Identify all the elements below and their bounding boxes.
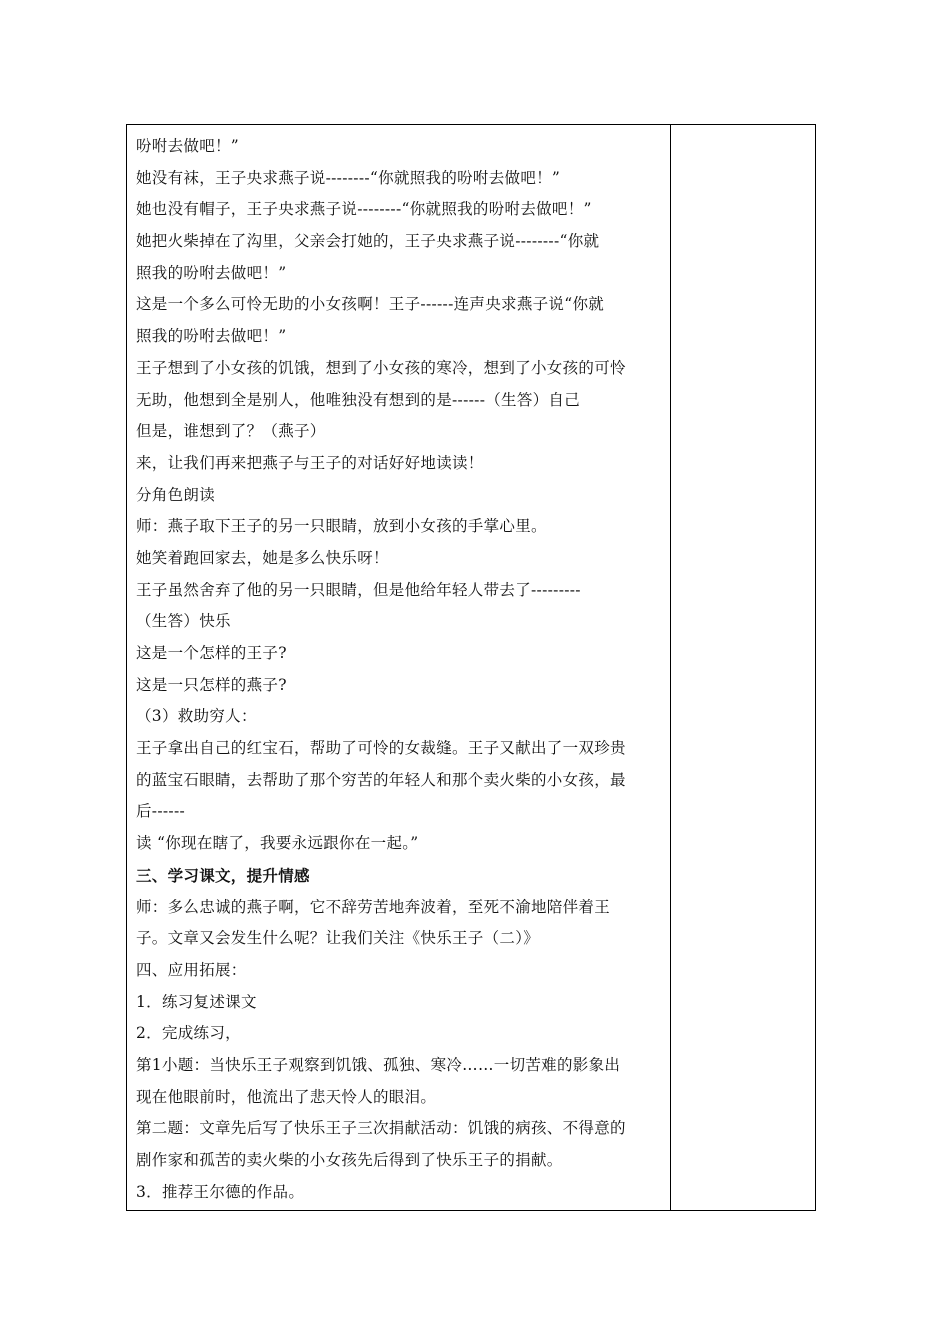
- text-line: 2．完成练习，: [136, 1024, 241, 1043]
- text-line: 但是，谁想到了？（燕子）: [136, 422, 326, 441]
- text-line: 这是一个多么可怜无助的小女孩啊！王子------连声央求燕子说“你就: [136, 295, 605, 314]
- lesson-table: [126, 124, 816, 1211]
- text-line: 1．练习复述课文: [136, 992, 257, 1011]
- lesson-content-cell: [136, 131, 661, 1208]
- text-line: 剧作家和孤苦的卖火柴的小女孩先后得到了快乐王子的捐献。: [136, 1151, 563, 1169]
- text-line: 照我的吩咐去做吧！”: [136, 263, 287, 282]
- text-line: 来，让我们再来把燕子与王子的对话好好地读读！: [136, 453, 484, 472]
- text-line: 现在他眼前时，他流出了悲天怜人的眼泪。: [136, 1087, 437, 1106]
- text-line: 第二题：文章先后写了快乐王子三次捐献活动：饥饿的病孩、不得意的: [136, 1119, 626, 1138]
- text-line: 师：燕子取下王子的另一只眼睛，放到小女孩的手掌心里。: [136, 517, 547, 536]
- text-line: 3．推荐王尔德的作品。: [136, 1182, 305, 1201]
- text-line: 师：多么忠诚的燕子啊，它不辞劳苦地奔波着，至死不渝地陪伴着王: [136, 897, 611, 916]
- text-line: 吩咐去做吧！”: [136, 137, 240, 155]
- text-line: 她笑着跑回家去，她是多么快乐呀！: [136, 548, 389, 567]
- text-line: 她也没有帽子，王子央求燕子说--------“你就照我的吩咐去做吧！”: [136, 200, 592, 219]
- notes-cell: [671, 125, 815, 1210]
- text-line: 的蓝宝石眼睛，去帮助了那个穷苦的年轻人和那个卖火柴的小女孩，最: [136, 770, 626, 789]
- text-line: 这是一个怎样的王子?: [136, 644, 287, 662]
- text-line: 子。文章又会发生什么呢？让我们关注《快乐王子（二）》: [136, 929, 540, 948]
- text-line: 她把火柴掉在了沟里，父亲会打她的，王子央求燕子说--------“你就: [136, 232, 600, 251]
- text-line: 她没有袜，王子央求燕子说--------“你就照我的吩咐去做吧！”: [136, 168, 561, 187]
- text-line: 王子想到了小女孩的饥饿，想到了小女孩的寒冷，想到了小女孩的可怜: [136, 358, 626, 377]
- text-line: 四、应用拓展：: [136, 960, 247, 979]
- section-heading: 三、学习课文，提升情感: [136, 865, 310, 885]
- text-line: 后------: [136, 802, 186, 821]
- text-line: 无助，他想到全是别人，他唯独没有想到的是------（生答）自己: [136, 390, 581, 409]
- text-line: （3）救助穷人：: [136, 707, 257, 726]
- text-line: 王子拿出自己的红宝石，帮助了可怜的女裁缝。王子又献出了一双珍贵: [136, 739, 626, 758]
- text-line: 分角色朗读: [136, 485, 216, 504]
- text-line: 王子虽然舍弃了他的另一只眼睛，但是他给年轻人带去了---------: [136, 580, 581, 599]
- text-line: 读 “你现在瞎了，我要永远跟你在一起。”: [136, 834, 419, 853]
- text-line: 这是一只怎样的燕子?: [136, 675, 287, 694]
- text-line: 第1小题：当快乐王子观察到饥饿、孤独、寒冷……一切苦难的影象出: [136, 1055, 621, 1074]
- text-line: （生答）快乐: [136, 612, 231, 631]
- text-line: 照我的吩咐去做吧！”: [136, 327, 287, 346]
